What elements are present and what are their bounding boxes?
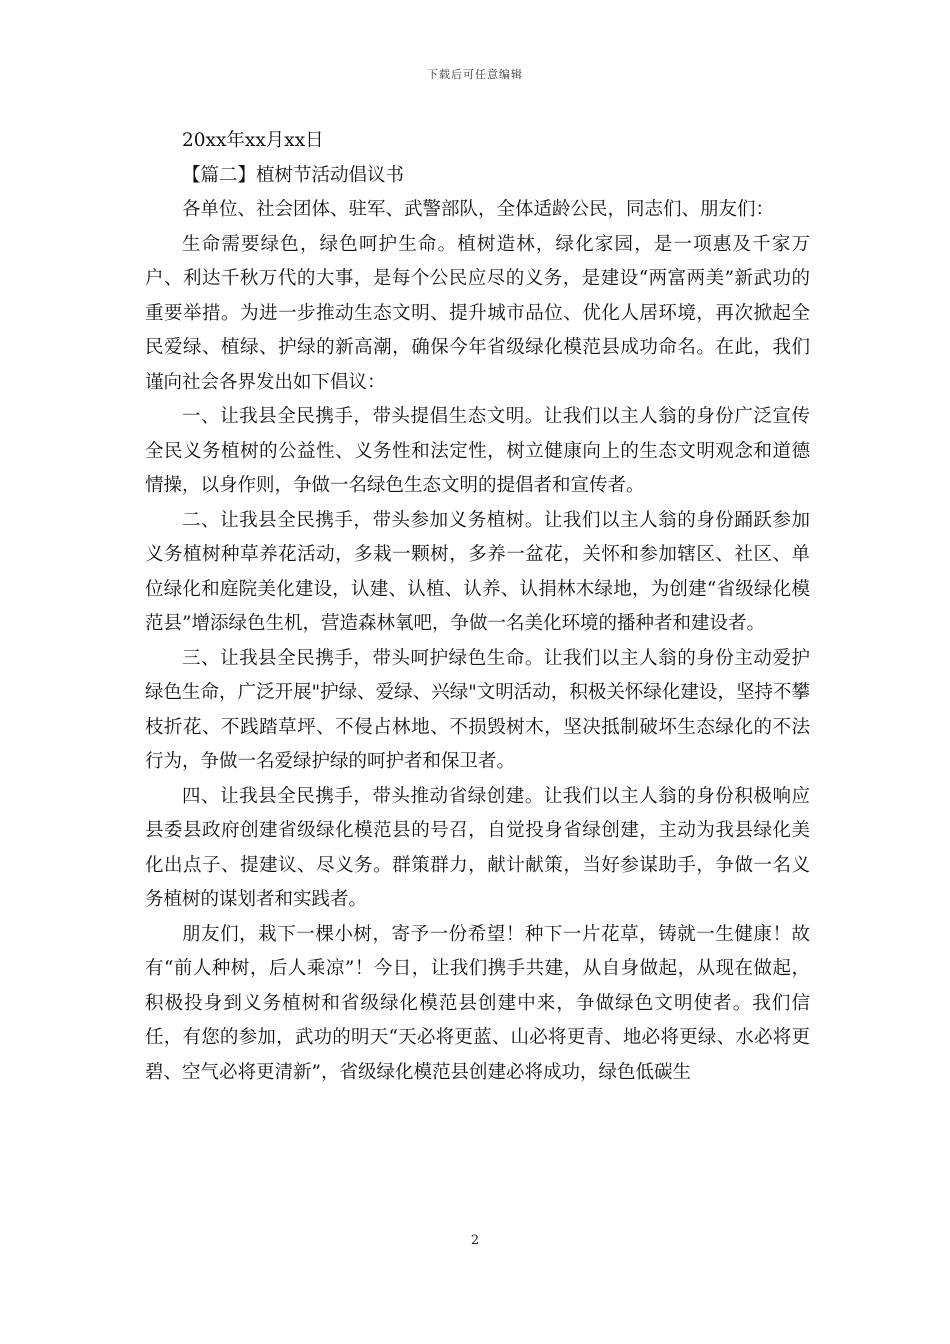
document-body — [145, 124, 810, 1090]
header-note: 下载后可任意编辑 — [427, 68, 523, 81]
paragraph-closing: 朋友们，栽下一棵小树，寄予一份希望！种下一片花草，铸就一生健康！故有“前人种树，后人乘凉”！今日，让我们携手共建，从自身做起，从现在做起，积极投身到义务植树和省级绿化模范县创建中来，争做绿色文明使者。我们信任，有您的参加，武功的明天“天必将更蓝、山必将更青、地必将更绿、水必将更碧、空气必将更清新”，省级绿化模范县创建必将成功，绿色低碳生 — [145, 923, 810, 1083]
paragraph-initiative-4: 四、让我县全民携手，带头推动省绿创建。让我们以主人翁的身份积极响应县委县政府创建省级绿化模范县的号召，自觉投身省绿创建，主动为我县绿化美化出点子、提建议、尽义务。群策群力，献计献策，当好参谋助手，争做一名义务植树的谋划者和实践者。 — [145, 785, 810, 910]
document-date: 20xx年xx月xx日 — [182, 130, 324, 151]
paragraph-initiative-3: 三、让我县全民携手，带头呵护绿色生命。让我们以主人翁的身份主动爱护绿色生命，广泛开展"护绿、爱绿、兴绿"文明活动，积极关怀绿化建设，坚持不攀枝折花、不践踏草坪、不侵占林地、不损毁树木，坚决抵制破坏生态绿化的不法行为，争做一名爱绿护绿的呵护者和保卫者。 — [145, 647, 810, 772]
paragraph-initiative-2: 二、让我县全民携手，带头参加义务植树。让我们以主人翁的身份踊跃参加义务植树种草养花活动，多栽一颗树，多养一盆花，关怀和参加辖区、社区、单位绿化和庭院美化建设，认建、认植、认养、认捐林木绿地，为创建“省级绿化模范县”增添绿色生机，营造森林氧吧，争做一名美化环境的播种者和建设者。 — [145, 509, 810, 634]
salutation: 各单位、社会团体、驻军、武警部队，全体适龄公民，同志们、朋友们： — [182, 199, 775, 220]
paragraph-initiative-1: 一、让我县全民携手，带头提倡生态文明。让我们以主人翁的身份广泛宣传全民义务植树的公益性、义务性和法定性，树立健康向上的生态文明观念和道德情操，以身作则，争做一名绿色生态文明的提倡者和宣传者。 — [145, 406, 810, 496]
paragraph-intro: 生命需要绿色，绿色呵护生命。植树造林，绿化家园，是一项惠及千家万户、利达千秋万代的大事，是每个公民应尽的义务，是建设“两富两美”新武功的重要举措。为进一步推动生态文明、提升城市品位、优化人居环境，再次掀起全民爱绿、植绿、护绿的新高潮，确保今年省级绿化模范县成功命名。在此，我们谨向社会各界发出如下倡议： — [145, 233, 810, 393]
page-number: 2 — [470, 1233, 480, 1248]
section-title: 【篇二】植树节活动倡议书 — [182, 164, 405, 186]
